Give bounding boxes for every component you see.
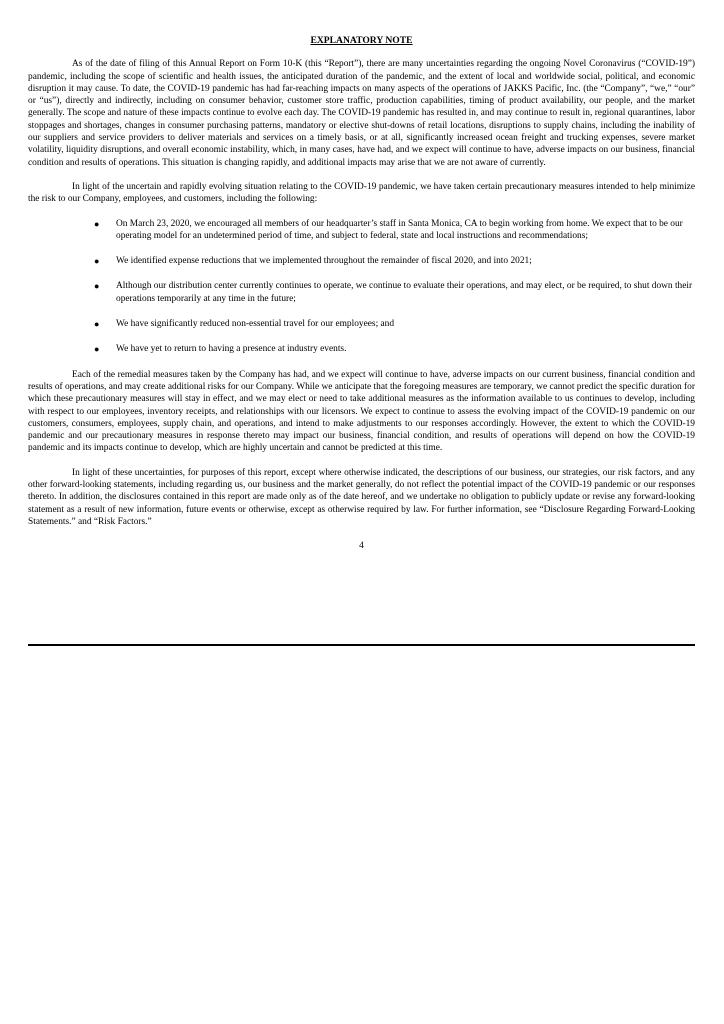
remedial-measures-paragraph: Each of the remedial measures taken by the Company has had, and we expect will continue to have, adverse impacts on our current business, financial condition and results of operations, and may create additional risks for our Company. While we anticipate that the foregoing measures are temporary, we cannot predict the specific duration for which these precautionary measures will stay in effect, and we may elect or need to take additional measures as the information available to us continues to develop, including with respect to our employees, inventory receipts, and relationships with our licensors. We expect to continue to assess the evolving impact of the COVID-19 pandemic on our customers, consumers, employees, supply chain, and operations, and intend to make adjustments to our responses accordingly. However, the extent to which the COVID-19 pandemic and our precautionary measures in response thereto may impact our business, financial condition, and results of operations will depend on how the COVID-19 pandemic and its impacts continue to develop, which are highly uncertain and cannot be predicted at this time. [28, 369, 695, 454]
bullet-icon: ● [94, 319, 100, 330]
bullet-icon: ● [94, 281, 100, 292]
precaution-paragraph: In light of the uncertain and rapidly evolving situation relating to the COVID-19 pandemic, we have taken certain precautionary measures intended to help minimize the risk to our Company, employees, and customers, including the following: [28, 181, 695, 205]
list-item-text: On March 23, 2020, we encouraged all members of our headquarter’s staff in Santa Monica, CA to begin working from home. We expect that to be our operating model for an undetermined period of time, and subject to federal, state and local instructions and recommendations; [116, 218, 683, 241]
intro-paragraph: As of the date of filing of this Annual Report on Form 10-K (this “Report”), there are many uncertainties regarding the ongoing Novel Coronavirus (“COVID-19”) pandemic, including the scope of scientific and health issues, the anticipated duration of the pandemic, and the extent of local and worldwide social, political, and economic disruption it may cause. To date, the COVID-19 pandemic has had far-reaching impacts on many aspects of the operations of JAKKS Pacific, Inc. (the “Company”, “we,” “our” or “us”), directly and indirectly, including on consumer behavior, customer store traffic, production capabilities, timing of product availability, our people, and the market generally. The scope and nature of these impacts continue to evolve each day. The COVID-19 pandemic has resulted in, and may continue to result in, regional quarantines, labor stoppages and shortages, changes in consumer purchasing patterns, mandatory or elective shut-downs of retail locations, disruptions to supply chains, including the inability of our suppliers and service providers to deliver materials and services on a timely basis, or at all, significantly increased ocean freight and trucking expenses, severe market volatility, liquidity disruptions, and overall economic instability, which, in many cases, have had, and we expect will continue to have, adverse impacts on our business, financial condition and results of operations. This situation is changing rapidly, and additional impacts may arise that we are not aware of currently. [28, 59, 695, 168]
list-item [28, 280, 695, 305]
list-item [28, 255, 695, 267]
page-divider [28, 644, 695, 646]
precaution-list [28, 218, 695, 356]
bullet-icon: ● [94, 344, 100, 355]
list-item [28, 218, 695, 243]
list-item-text: We identified expense reductions that we implemented throughout the remainder of fiscal 2020, and into 2021; [116, 256, 532, 267]
uncertainties-paragraph: In light of these uncertainties, for purposes of this report, except where otherwise indicated, the descriptions of our business, our strategies, our risk factors, and any other forward-looking statements, including regarding us, our business and the market generally, do not reflect the potential impact of the COVID-19 pandemic or our responses thereto. In addition, the disclosures contained in this report are made only as of the date hereof, and we undertake no obligation to publicly update or revise any forward-looking statement as a result of new information, future events or otherwise, except as otherwise required by law. For further information, see “Disclosure Regarding Forward-Looking Statements.” and “Risk Factors.” [28, 467, 695, 527]
page-number: 4 [359, 541, 364, 552]
list-item-text: We have significantly reduced non-essential travel for our employees; and [116, 319, 395, 330]
bullet-icon: ● [94, 256, 100, 267]
page-title: EXPLANATORY NOTE [310, 35, 413, 46]
bullet-icon: ● [94, 218, 100, 229]
list-item [28, 318, 695, 330]
document-page [28, 35, 695, 553]
list-item [28, 343, 695, 355]
list-item-text: We have yet to return to having a presence at industry events. [116, 344, 347, 355]
list-item-text: Although our distribution center currently continues to operate, we continue to evaluate their operations, and may elect, or be required, to shut down their operations temporarily at any time in the future; [116, 281, 693, 304]
